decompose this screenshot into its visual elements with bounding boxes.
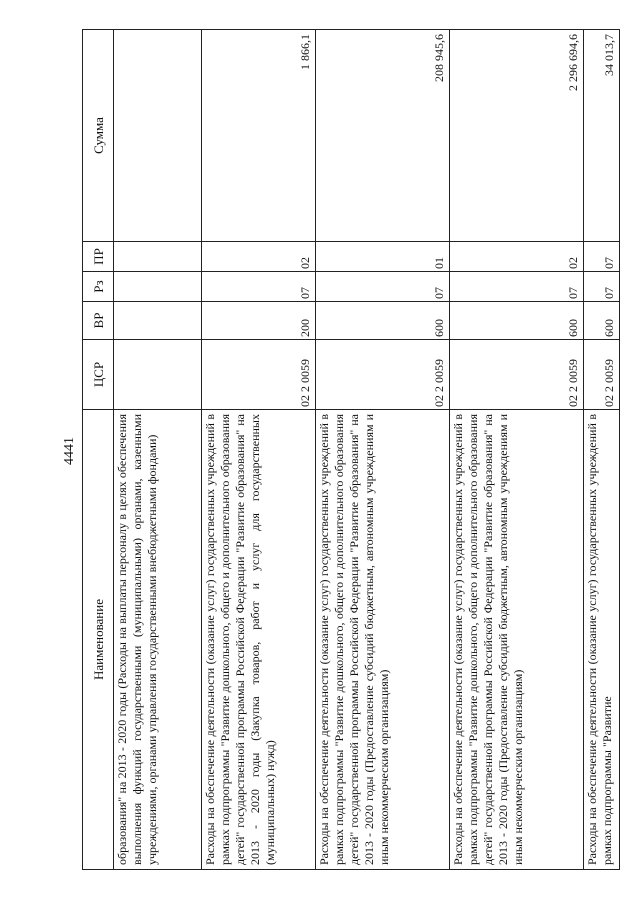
table-row [316, 30, 450, 870]
row-rz: 07 [202, 272, 316, 302]
row-csr: 02 2 0059 [316, 340, 450, 410]
row-csr: 02 2 0059 [450, 340, 584, 410]
row-rz: 07 [450, 272, 584, 302]
table-row [584, 30, 620, 870]
header-sum: Сумма [83, 30, 114, 242]
row-csr: 02 2 0059 [202, 340, 316, 410]
row-vr [114, 302, 202, 340]
row-vr: 600 [450, 302, 584, 340]
row-sum: 208 945,6 [316, 30, 450, 242]
table-row [450, 30, 584, 870]
budget-table-sheet [82, 30, 616, 870]
header-csr: ЦСР [83, 340, 114, 410]
row-name: Расходы на обеспечение деятельности (оказание услуг) государственных учреждений в рамках подпрограммы "Развитие дошкольного, общего и дополнительного образования детей" государственной программы Российской Федерации "Развитие образования" на 2013 - 2020 годы (Предоставление субсидий бюджетным, автономным учреждениям и иным некоммерческим организациям) [450, 410, 584, 870]
row-rz: 07 [584, 272, 620, 302]
row-vr: 600 [584, 302, 620, 340]
table-row [202, 30, 316, 870]
row-pr: 02 [202, 242, 316, 272]
row-csr: 02 2 0059 [584, 340, 620, 410]
row-name: образования" на 2013 - 2020 годы (Расходы на выплаты персоналу в целях обеспечения выполнения функций государственными (муниципальными) органами, казенными учреждениями, органами управления государственными внебюджетными фондами) [114, 410, 202, 870]
row-sum: 1 866,1 [202, 30, 316, 242]
row-rz [114, 272, 202, 302]
row-sum [114, 30, 202, 242]
row-pr: 02 [450, 242, 584, 272]
table-row [114, 30, 202, 870]
row-vr: 200 [202, 302, 316, 340]
page-number: 4441 [62, 437, 77, 465]
row-csr [114, 340, 202, 410]
row-name: Расходы на обеспечение деятельности (оказание услуг) государственных учреждений в рамках подпрограммы "Развитие [584, 410, 620, 870]
header-name: Наименование [83, 410, 114, 870]
row-name: Расходы на обеспечение деятельности (оказание услуг) государственных учреждений в рамках подпрограммы "Развитие дошкольного, общего и дополнительного образования детей" государственной программы Российской Федерации "Развитие образования" на 2013 - 2020 годы (Предоставление субсидий бюджетным, автономным учреждениям и иным некоммерческим организациям) [316, 410, 450, 870]
header-rz: Рз [83, 272, 114, 302]
row-sum: 34 013,7 [584, 30, 620, 242]
row-rz: 07 [316, 272, 450, 302]
row-sum: 2 296 694,6 [450, 30, 584, 242]
row-vr: 600 [316, 302, 450, 340]
budget-table [82, 29, 620, 870]
row-pr: 01 [316, 242, 450, 272]
row-pr: 07 [584, 242, 620, 272]
table-header-row [83, 30, 114, 870]
header-vr: ВР [83, 302, 114, 340]
row-pr [114, 242, 202, 272]
header-pr: ПР [83, 242, 114, 272]
row-name: Расходы на обеспечение деятельности (оказание услуг) государственных учреждений в рамках подпрограммы "Развитие дошкольного, общего и дополнительного образования детей" государственной программы Российской Федерации "Развитие образования" на 2013 - 2020 годы (Закупка товаров, работ и услуг для государственных (муниципальных) нужд) [202, 410, 316, 870]
